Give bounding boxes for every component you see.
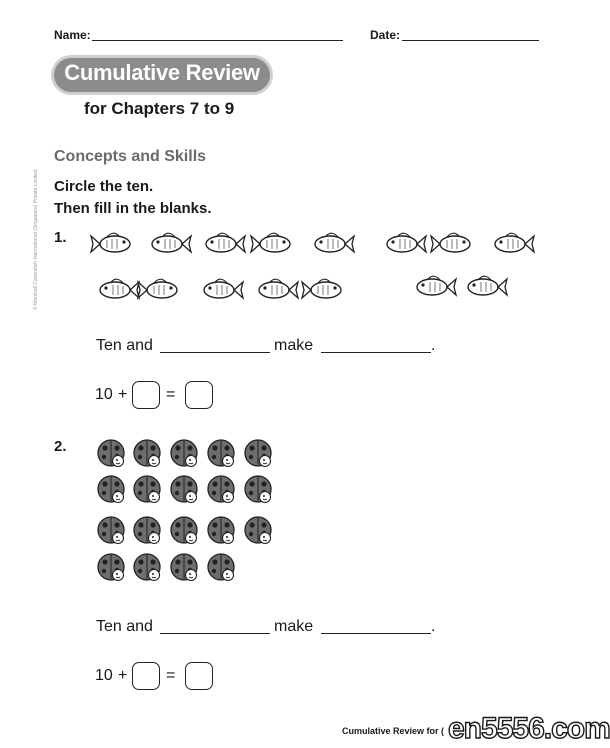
question-2-number: 2. — [54, 438, 67, 455]
ladybug-icon — [208, 517, 234, 544]
ladybug-icon — [245, 440, 271, 467]
question-2-plus: + — [118, 667, 128, 684]
ladybug-icon — [171, 440, 197, 467]
question-2-answer-box-2[interactable] — [185, 662, 213, 690]
question-1-equals: = — [166, 386, 176, 403]
question-2-sentence-part1: Ten and — [96, 618, 153, 635]
ladybug-icon — [134, 517, 160, 544]
watermark: en5556.com — [448, 712, 610, 745]
section-heading: Concepts and Skills — [54, 148, 207, 165]
ladybug-icon — [98, 517, 124, 544]
ladybug-icon — [208, 554, 234, 581]
subtitle: for Chapters 7 to 9 — [84, 99, 235, 118]
ladybug-icon — [98, 554, 124, 581]
question-1-addend: 10 — [95, 386, 113, 403]
question-2-sentence-part2: make — [274, 618, 314, 635]
question-2-blank-2[interactable] — [321, 633, 431, 634]
ladybug-icon — [134, 440, 160, 467]
question-2-blank-1[interactable] — [160, 633, 270, 634]
ladybug-icon — [208, 476, 234, 503]
question-2-addend: 10 — [95, 667, 113, 684]
ladybug-icon — [171, 476, 197, 503]
question-2-sentence-end: . — [431, 618, 436, 635]
question-1-sentence-part1: Ten and — [96, 337, 153, 354]
question-1-sentence-end: . — [431, 337, 436, 354]
ladybug-icon — [98, 440, 124, 467]
ladybug-icon — [171, 554, 197, 581]
instruction-1: Circle the ten. — [54, 178, 154, 195]
date-label: Date: — [370, 28, 401, 42]
ladybug-icon — [134, 554, 160, 581]
ladybug-icon — [98, 476, 124, 503]
question-2-equals: = — [166, 667, 176, 684]
question-2-answer-box-1[interactable] — [132, 662, 160, 690]
ladybug-icon — [208, 440, 234, 467]
name-label: Name: — [54, 28, 91, 42]
title-banner-text: Cumulative Review — [64, 60, 260, 85]
side-copyright: © Marshall Cavendish International (Singapore) Private Limited. — [33, 168, 39, 310]
instruction-2: Then fill in the blanks. — [54, 200, 212, 217]
footer-text: Cumulative Review for ( — [342, 726, 445, 736]
question-1-sentence-part2: make — [274, 337, 314, 354]
ladybug-icon — [171, 517, 197, 544]
question-1-plus: + — [118, 386, 128, 403]
question-1-number: 1. — [54, 229, 67, 246]
ladybug-icon — [245, 476, 271, 503]
ladybug-icon — [245, 517, 271, 544]
ladybug-icon — [134, 476, 160, 503]
